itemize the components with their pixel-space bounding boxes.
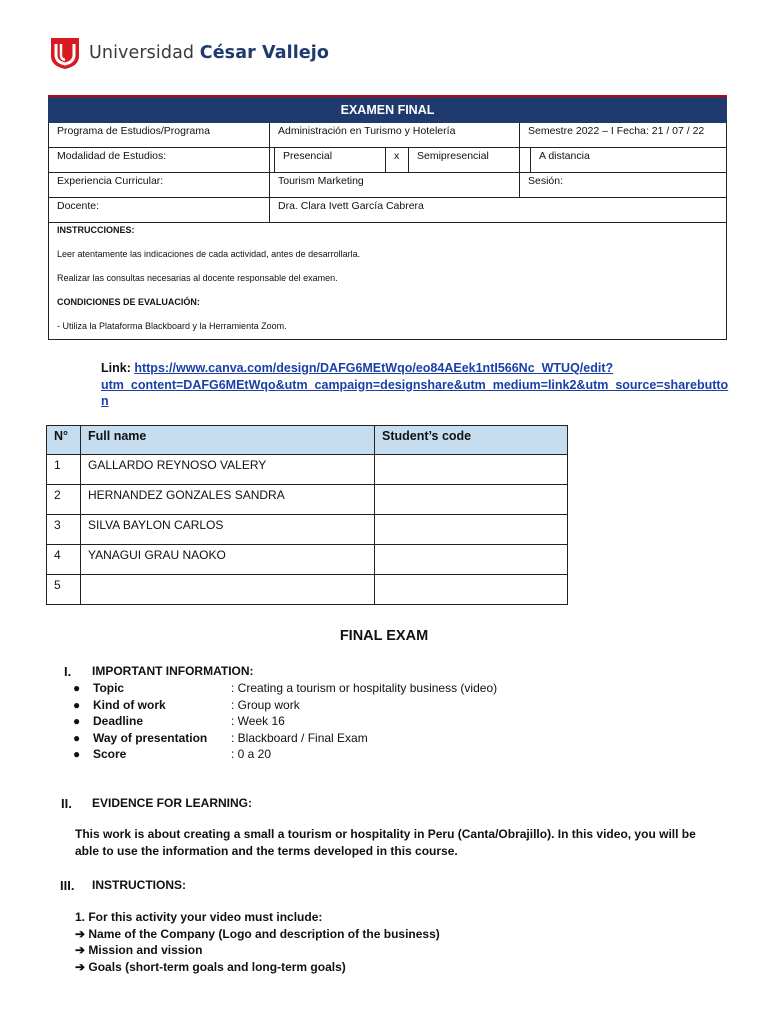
section-2-heading <box>61 795 253 813</box>
row-number: 4 <box>47 545 81 575</box>
table-row <box>47 515 568 545</box>
teacher-label: Docente: <box>49 198 270 223</box>
student-name: SILVA BAYLON CARLOS <box>81 515 375 545</box>
section-title: INSTRUCTIONS: <box>92 878 186 892</box>
canva-link[interactable]: https://www.canva.com/design/DAFG6MEtWqo/eo84AEek1ntI566Nc_WTUQ/edit? utm_content=DAFG6MEtWqo&utm_campaign=designshare&utm_medium=link2&utm_source=sharebutto n <box>101 361 729 408</box>
section-title: IMPORTANT INFORMATION: <box>92 664 254 678</box>
section-number: III. <box>60 878 75 893</box>
university-logo <box>50 36 329 70</box>
list-item: ● Kind of work : Group work <box>73 697 300 712</box>
experience-value: Tourism Marketing <box>270 173 520 198</box>
experience-label: Experiencia Curricular: <box>49 173 270 198</box>
table-row <box>47 455 568 485</box>
row-number: 2 <box>47 485 81 515</box>
instructions-title: INSTRUCCIONES: <box>57 225 135 235</box>
link-label: Link: <box>101 361 135 375</box>
arrow-icon: ➔ <box>75 943 89 957</box>
university-name: Universidad César Vallejo <box>89 43 330 63</box>
canva-link-block <box>101 360 729 410</box>
col-header-code: Student’s code <box>375 426 568 455</box>
list-item: ● Score : 0 a 20 <box>73 747 272 761</box>
semester-date: Semestre 2022 – I Fecha: 21 / 07 / 22 <box>520 123 727 148</box>
col-header-name: Full name <box>81 426 375 455</box>
ucv-shield-icon <box>50 36 80 70</box>
list-item: ➔ Goals (short-term goals and long-term goals) <box>75 959 346 974</box>
exam-info-table <box>48 95 727 340</box>
student-code <box>375 485 568 515</box>
instructions-list <box>75 909 440 975</box>
list-item: ● Topic : Creating a tourism or hospitality business (video) <box>73 681 498 695</box>
section-title: EVIDENCE FOR LEARNING: <box>92 796 253 810</box>
instruction-item: Leer atentamente las indicaciones de cada actividad, antes de desarrollarla. <box>57 249 361 259</box>
final-exam-title: FINAL EXAM <box>339 628 429 644</box>
conditions-title: CONDICIONES DE EVALUACIÓN: <box>57 297 200 307</box>
table-row <box>47 545 568 575</box>
table-row <box>47 575 568 605</box>
student-name: GALLARDO REYNOSO VALERY <box>81 455 375 485</box>
student-name: YANAGUI GRAU NAOKO <box>81 545 375 575</box>
instruction-item: Realizar las consultas necesarias al docente responsable del examen. <box>57 273 338 283</box>
list-item: ● Deadline : Week 16 <box>73 714 285 728</box>
section-number: II. <box>61 796 72 811</box>
section-1-heading <box>64 663 254 681</box>
session-label: Sesión: <box>520 173 727 198</box>
student-code <box>375 455 568 485</box>
student-code <box>375 545 568 575</box>
list-item: ● Way of presentation : Blackboard / Final Exam <box>73 730 368 745</box>
program-label: Programa de Estudios/Programa <box>49 123 270 148</box>
exam-title: EXAMEN FINAL <box>49 96 727 123</box>
important-info-list <box>73 680 497 763</box>
checkbox-distancia <box>520 148 531 173</box>
students-table <box>46 425 568 605</box>
student-code <box>375 515 568 545</box>
student-name: HERNANDEZ GONZALES SANDRA <box>81 485 375 515</box>
option-distancia: A distancia <box>531 148 727 173</box>
teacher-value: Dra. Clara Ivett García Cabrera <box>270 198 727 223</box>
condition-item: - Utiliza la Plataforma Blackboard y la Herramienta Zoom. <box>57 321 287 331</box>
arrow-icon: ➔ <box>75 959 89 974</box>
table-row <box>47 485 568 515</box>
student-name <box>81 575 375 605</box>
row-number: 5 <box>47 575 81 605</box>
option-presencial: Presencial <box>275 148 386 173</box>
option-semipresencial: Semipresencial <box>409 148 520 173</box>
program-value: Administración en Turismo y Hotelería <box>270 123 520 148</box>
col-header-number: N° <box>47 426 81 455</box>
instructions-box <box>49 223 727 340</box>
checkbox-semipresencial: x <box>386 148 409 173</box>
evidence-paragraph: This work is about creating a small a tourism or hospitality in Peru (Canta/Obrajillo). In this video, you will be able to use the information and the terms developed in this course. <box>75 827 696 858</box>
section-3-heading <box>60 877 186 895</box>
row-number: 1 <box>47 455 81 485</box>
modality-label: Modalidad de Estudios: <box>49 148 270 173</box>
arrow-icon: ➔ <box>75 926 89 941</box>
student-code <box>375 575 568 605</box>
list-item: ➔ Mission and vission <box>75 943 203 957</box>
list-item: ➔ Name of the Company (Logo and description of the business) <box>75 926 440 941</box>
section-number: I. <box>64 664 72 679</box>
row-number: 3 <box>47 515 81 545</box>
list-item: 1. For this activity your video must include: <box>75 910 323 924</box>
